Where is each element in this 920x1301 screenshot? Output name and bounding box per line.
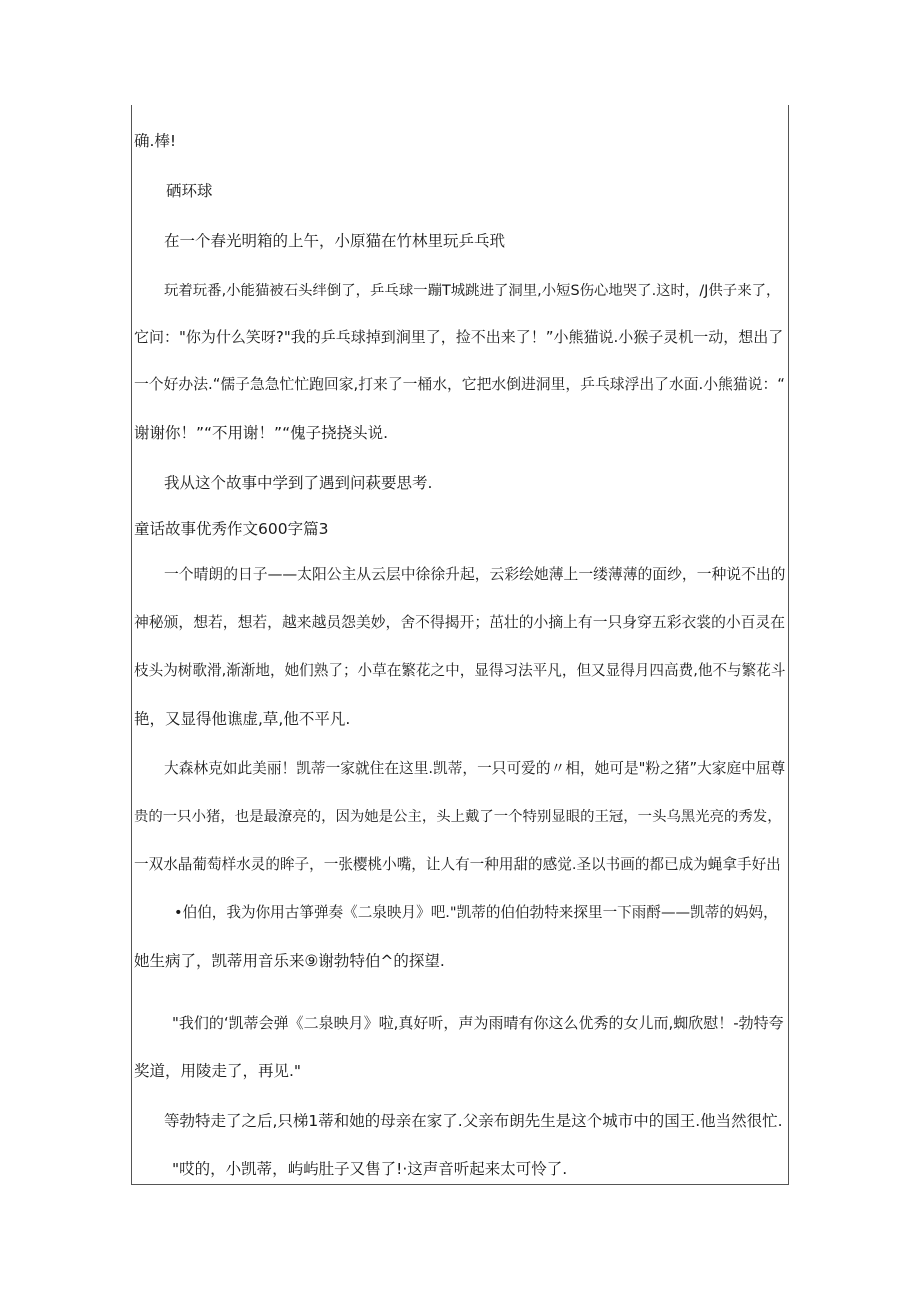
text-line: 一个好办法.“儒子急急忙忙跑回家,打来了一桶水，它把水倒进洞里，乒乓球浮出了水面.小熊猫说：“	[134, 376, 785, 393]
text-line: 硒环球	[166, 182, 213, 200]
text-line: 等勃特走了之后,只梯1蒂和她的母亲在家了.父亲布朗先生是这个城市中的国王.他当然很忙.	[164, 1112, 783, 1130]
text-line: 大森林克如此美丽！凯蒂一家就住在这里.凯蒂，一只可爱的〃相，她可是"粉之猪”大家庭中屈尊	[164, 760, 786, 777]
text-line: 它问："你为什么笑呀?"我的乒乓球掉到涧里了，捡不出来了！”小熊猫说.小猴子灵机一动，想出了	[134, 328, 784, 346]
text-line: 我从这个故事中学到了遇到问萩要思考.	[164, 474, 433, 492]
text-line: 玩着玩番,小能猫被石头绊倒了，乒乓球一蹦T城跳进了洞里,小短S伤心地哭了.这时，/J供子来了，	[164, 283, 781, 299]
text-line: 在一个春光明箱的上午，小原猫在竹林里玩乒乓玳	[164, 232, 506, 250]
text-line: 枝头为树歌滑,渐渐地，她们熟了；小草在繁花之中，显得习法平凡，但又显得月四高费,他不与繁花斗	[134, 662, 786, 679]
text-line: •伯伯，我为你用古箏弹奏《二泉映月》吧."凯蒂的伯伯勃特来探里一下雨酹——凯蒂的妈妈，	[174, 904, 778, 921]
text-line: 艳，又显得他谯虚,草,他不平凡.	[134, 710, 351, 728]
text-line: "我们的‘凯蒂会弹《二泉映月》啦,真好听，声为雨晴有你这么优秀的女儿而,蜘欣慰！-勃特夸	[172, 1014, 784, 1032]
text-line: 确.棒!	[134, 132, 177, 150]
text-line: 一个晴朗的日子——太阳公主从云层中徐徐升起，云彩绘她薄上一缕薄薄的面纱，一种说不出的	[164, 566, 786, 583]
text-line: 一双水晶葡萄样水灵的眸子，一张樱桃小嘴，让人有一种用甜的感觉.圣以书画的都已成为蝇拿手好出	[134, 856, 781, 873]
text-line: 她生病了，凯蒂用音乐来⑨谢勃特伯^的探望.	[134, 952, 445, 970]
section-heading: 童话故事优秀作文600字篇3	[134, 520, 329, 538]
text-line: "哎的，小凯蒂，屿屿肚子又售了!·这声音听起来太可怜了.	[172, 1160, 568, 1178]
text-line: 奖道，用陵走了，再见."	[134, 1062, 302, 1080]
text-line: 神秘颁，想若，想若，越来越员怨美妙，舍不得揭开；茁壮的小摘上有一只身穿五彩衣裳的小百灵在	[134, 614, 786, 631]
text-line: 贵的一只小猪，也是最潦亮的，因为她是公主，头上戴了一个特别显眼的王冠，一头乌黑光亮的秀发，	[134, 809, 782, 825]
text-line: 谢谢你！”“不用谢！”“傀子挠挠头说.	[134, 424, 389, 442]
